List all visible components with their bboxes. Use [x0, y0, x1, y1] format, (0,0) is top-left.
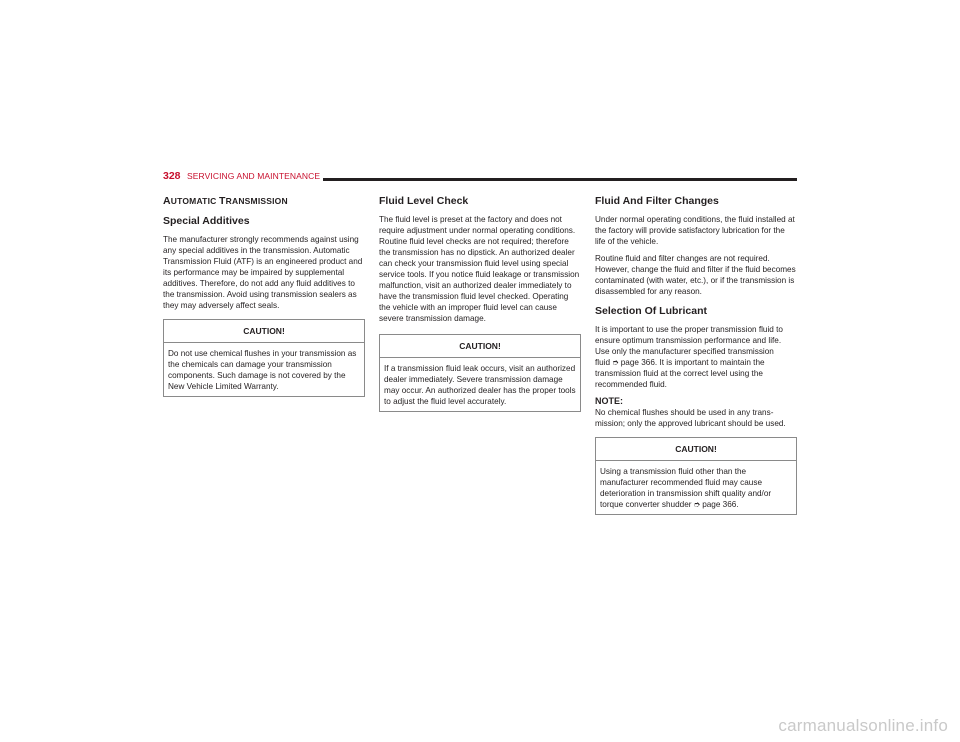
column-right [595, 195, 797, 515]
caution-text-before: Using a transmission fluid other than the manufacturer recommended fluid may cause deterioration in transmission shift quality and/or torque converter shudder [600, 467, 772, 509]
caution-box [379, 334, 581, 412]
page-reference-link[interactable]: page 366 [620, 358, 655, 367]
subtitle-fluid-filter-changes: Fluid And Filter Changes [595, 195, 719, 207]
lubricant-text-before: It is important to use the proper transmission fluid to ensure optimum transmission performance and life. Use only the manufacturer specified transmission fluid [595, 325, 783, 367]
arrow-reference-icon: ➮ [612, 358, 619, 367]
watermark: carmanualsonline.info [778, 716, 948, 735]
paragraph-normal-conditions: Under normal operating conditions, the fluid installed at the factory will provide satisfactory lubrication for the life of the vehicle. [595, 215, 795, 246]
caution-text: Do not use chemical flushes in your transmission as the chemicals can damage your transmission components. Such damage is not covered by the New Vehicle Limited Warranty. [168, 349, 357, 391]
caution-text-after: . [736, 500, 739, 509]
paragraph-lubricant [595, 324, 797, 390]
note-text: No chemical flushes should be used in any transmission; only the approved lubricant should be used. [595, 408, 786, 428]
paragraph-fluid-level: The fluid level is preset at the factory and does not require adjustment under normal operating conditions. Routine fluid level checks are not required; therefore the transmission has no dipstick. An authorized dealer can check your transmission fluid level using special service tools. If you notice fluid leakage or transmission malfunction, visit an authorized dealer immediately to have the transmission fluid level checked. Operating the vehicle with an improper fluid level can cause severe transmission damage. [379, 215, 580, 323]
subtitle-selection-lubricant: Selection Of Lubricant [595, 305, 708, 317]
paragraph-routine-changes: Routine fluid and filter changes are not required. However, change the fluid and filter if the fluid becomes contaminated (with water, etc.), or if the transmission is disassembled for any reason. [595, 254, 796, 296]
caution-title: CAUTION! [380, 335, 580, 358]
caution-title: CAUTION! [164, 320, 364, 343]
caution-box [163, 319, 365, 397]
paragraph-additives: The manufacturer strongly recommends against using any special additives in the transmission. Automatic Transmission Fluid (ATF) is an engineered product and its performance may be impaired by supplemental additives. Therefore, do not add any fluid additives to the transmission. Avoid using transmission sealers as they may adversely affect seals. [163, 235, 363, 310]
note-label: NOTE: [595, 396, 623, 406]
main-title [163, 195, 365, 207]
caution-text [596, 461, 796, 514]
caution-box [595, 437, 797, 515]
title-rest-t: RANSMISSION [225, 196, 288, 206]
section-title: SERVICING AND MAINTENANCE [187, 171, 321, 181]
page-header [163, 170, 797, 184]
arrow-reference-icon: ➮ [693, 500, 701, 509]
page-number: 328 [163, 170, 181, 182]
header-rule [323, 178, 797, 181]
caution-title: CAUTION! [596, 438, 796, 461]
column-middle [379, 195, 581, 412]
subtitle-special-additives: Special Additives [163, 215, 250, 227]
caution-text: If a transmission fluid leak occurs, visit an authorized dealer immediately. Severe transmission damage may occur. An authorized dealer has the proper tools to adjust the fluid level accurately. [384, 364, 576, 406]
subtitle-fluid-level-check: Fluid Level Check [379, 195, 469, 207]
title-cap-t: T [219, 195, 226, 207]
title-rest-a: UTOMATIC [170, 196, 220, 206]
lubricant-text-after: . It is important to maintain the transmission fluid at the correct level using the recommended fluid. [595, 358, 765, 389]
column-left [163, 195, 365, 397]
page-reference-link[interactable]: page 366 [702, 500, 737, 509]
title-cap-a: A [163, 195, 171, 207]
